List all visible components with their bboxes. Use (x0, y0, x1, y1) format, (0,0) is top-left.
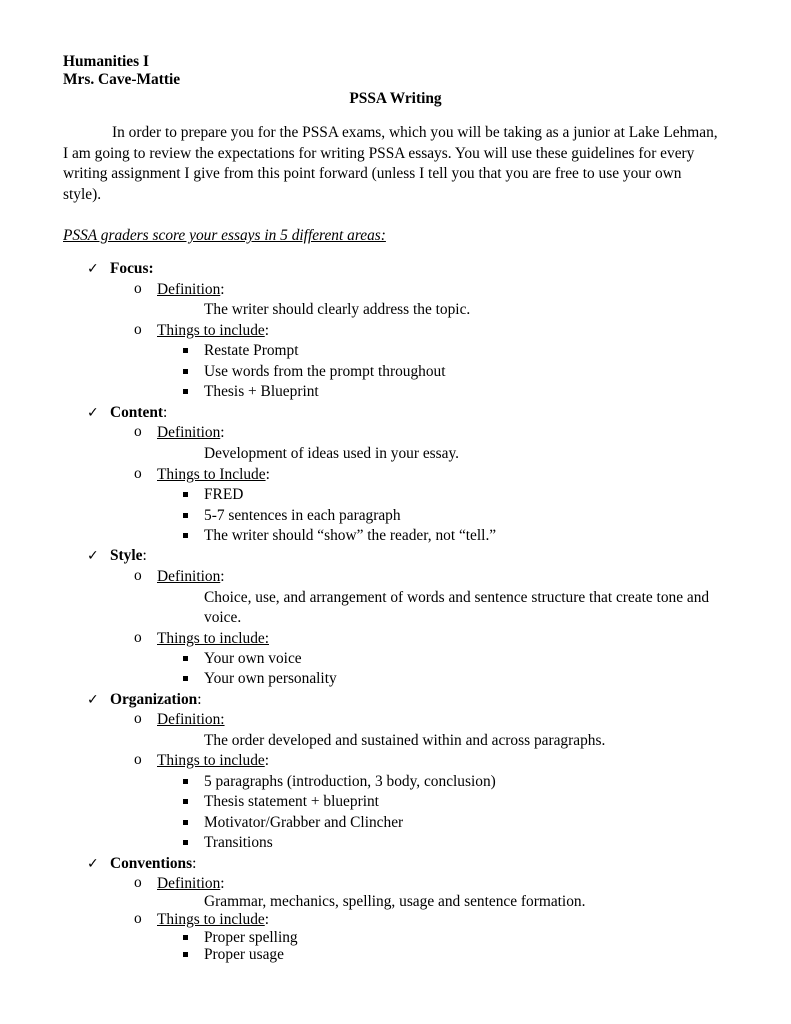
checkmark-icon: ✓ (87, 856, 99, 872)
circle-bullet-icon: o (134, 423, 142, 440)
include-item: Use words from the prompt throughout (204, 363, 446, 380)
area-name: Content (110, 404, 164, 421)
square-bullet-icon (183, 533, 188, 538)
include-label (157, 466, 270, 484)
include-item: FRED (204, 486, 244, 503)
include-label (157, 911, 269, 929)
include-item: Proper usage (204, 946, 284, 963)
definition-text: Choice, use, and arrangement of words and sentence structure that create tone and (204, 589, 710, 606)
include-item: Thesis + Blueprint (204, 383, 319, 400)
area-heading (110, 260, 154, 278)
definition-label-suffix: : (220, 281, 225, 298)
areas-subheading: PSSA graders score your essays in 5 different areas: (63, 227, 386, 244)
definition-text: Grammar, mechanics, spelling, usage and sentence formation. (204, 893, 586, 910)
definition-label-text: Definition (157, 424, 221, 441)
definition-text: voice. (204, 609, 242, 626)
teacher-name: Mrs. Cave-Mattie (63, 71, 181, 88)
definition-text: The order developed and sustained within and across paragraphs. (204, 732, 606, 749)
include-label-text: Things to include (157, 322, 265, 339)
area-name: Conventions (110, 855, 193, 872)
checkmark-icon: ✓ (87, 261, 99, 277)
include-item: Your own personality (204, 670, 337, 687)
square-bullet-icon (183, 656, 188, 661)
include-item: Proper spelling (204, 929, 298, 946)
circle-bullet-icon: o (134, 751, 142, 768)
include-label (157, 752, 269, 770)
include-label-text: Things to include: (157, 630, 269, 647)
square-bullet-icon (183, 779, 188, 784)
square-bullet-icon (183, 676, 188, 681)
definition-label-suffix: : (220, 568, 225, 585)
circle-bullet-icon: o (134, 567, 142, 584)
definition-label-text: Definition (157, 568, 221, 585)
area-name-suffix: : (192, 855, 197, 872)
include-item: Your own voice (204, 650, 302, 667)
square-bullet-icon (183, 935, 188, 940)
circle-bullet-icon: o (134, 280, 142, 297)
definition-label (157, 711, 225, 729)
definition-label-suffix: : (220, 424, 225, 441)
square-bullet-icon (183, 799, 188, 804)
circle-bullet-icon: o (134, 910, 142, 927)
intro-line-4: style). (63, 186, 102, 203)
definition-text: The writer should clearly address the topic. (204, 301, 471, 318)
include-item: 5 paragraphs (introduction, 3 body, conclusion) (204, 773, 496, 790)
include-label-text: Things to include (157, 752, 265, 769)
include-label-text: Things to include (157, 911, 265, 928)
include-label-suffix: : (265, 466, 270, 483)
area-name: Organization (110, 691, 198, 708)
square-bullet-icon (183, 369, 188, 374)
include-item: Thesis statement + blueprint (204, 793, 379, 810)
circle-bullet-icon: o (134, 321, 142, 338)
intro-line-3: writing assignment I give from this point forward (unless I tell you that you are free to use your own (63, 165, 682, 182)
include-item: The writer should “show” the reader, not “tell.” (204, 527, 497, 544)
checkmark-icon: ✓ (87, 692, 99, 708)
intro-line-1: In order to prepare you for the PSSA exams, which you will be taking as a junior at Lake Lehman, (112, 124, 718, 141)
area-heading (110, 691, 202, 709)
include-item: 5-7 sentences in each paragraph (204, 507, 401, 524)
document-title: PSSA Writing (349, 90, 442, 107)
square-bullet-icon (183, 348, 188, 353)
square-bullet-icon (183, 492, 188, 497)
area-name: Style (110, 547, 143, 564)
include-label-suffix: : (264, 911, 270, 928)
square-bullet-icon (183, 820, 188, 825)
include-label-suffix: : (264, 752, 270, 769)
include-label (157, 322, 269, 340)
definition-label-text: Definition (157, 281, 221, 298)
definition-label (157, 281, 225, 299)
square-bullet-icon (183, 513, 188, 518)
include-label-suffix: : (264, 322, 270, 339)
circle-bullet-icon: o (134, 874, 142, 891)
square-bullet-icon (183, 840, 188, 845)
definition-label (157, 568, 225, 586)
include-item: Restate Prompt (204, 342, 299, 359)
definition-label (157, 875, 225, 893)
include-item: Motivator/Grabber and Clincher (204, 814, 404, 831)
definition-label-text: Definition: (157, 711, 225, 728)
area-name-suffix: : (197, 691, 202, 708)
include-item: Transitions (204, 834, 273, 851)
area-name-suffix: : (142, 547, 147, 564)
area-heading (110, 855, 196, 873)
definition-label-suffix: : (220, 875, 225, 892)
circle-bullet-icon: o (134, 465, 142, 482)
circle-bullet-icon: o (134, 629, 142, 646)
area-name-suffix: : (163, 404, 168, 421)
definition-label-text: Definition (157, 875, 221, 892)
circle-bullet-icon: o (134, 710, 142, 727)
area-heading (110, 547, 147, 565)
definition-label (157, 424, 225, 442)
checkmark-icon: ✓ (87, 548, 99, 564)
include-label-text: Things to Include (157, 466, 266, 483)
square-bullet-icon (183, 389, 188, 394)
include-label (157, 630, 269, 648)
definition-text: Development of ideas used in your essay. (204, 445, 460, 462)
checkmark-icon: ✓ (87, 405, 99, 421)
square-bullet-icon (183, 952, 188, 957)
intro-line-2: I am going to review the expectations for writing PSSA essays. You will use these guidelines for every (63, 145, 695, 162)
area-heading (110, 404, 167, 422)
course-name: Humanities I (63, 53, 149, 70)
area-name: Focus: (110, 260, 154, 277)
